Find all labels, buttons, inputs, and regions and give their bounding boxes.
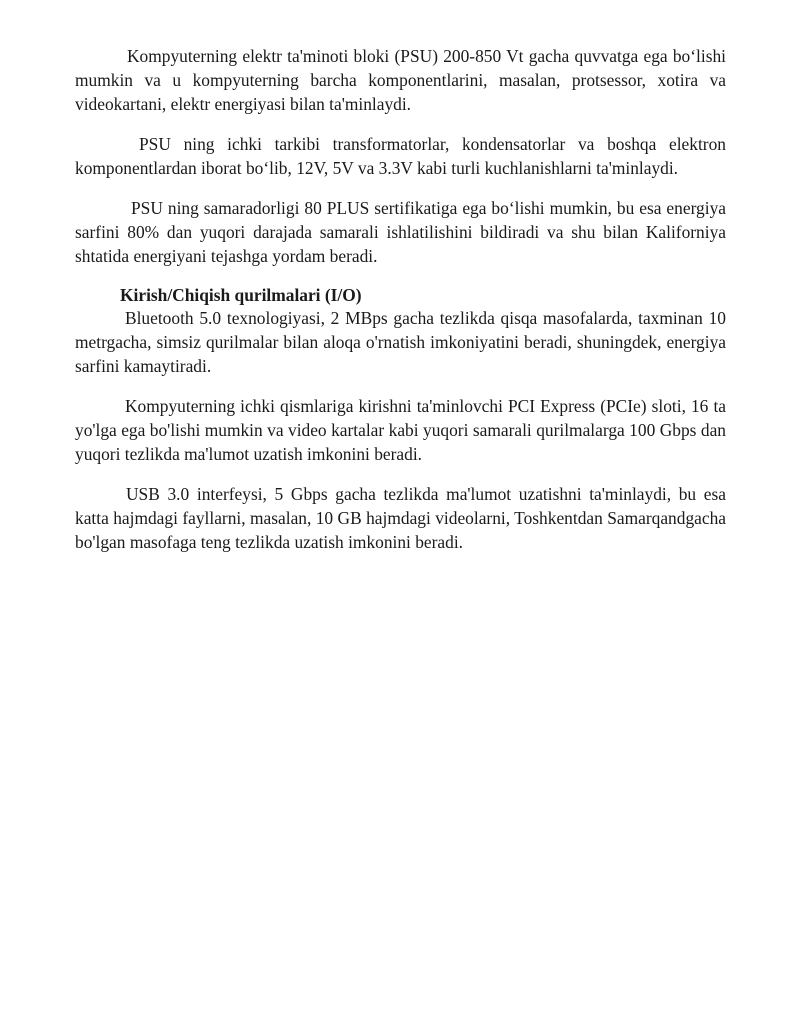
paragraph-psu-efficiency: PSU ning samaradorligi 80 PLUS sertifikatiga ega bo‘lishi mumkin, bu esa energiya sarfini 80% dan yuqori darajada samarali ishlatilishini bildiradi va shu bilan Kaliforniya shtatida energiyani tejashga yordam beradi. bbox=[75, 198, 726, 266]
paragraph-usb: USB 3.0 interfeysi, 5 Gbps gacha tezlikda ma'lumot uzatishni ta'minlaydi, bu esa katta hajmdagi fayllarni, masalan, 10 GB hajmdagi videolarni, Toshkentdan Samarqandgacha bo'lgan masofaga teng tezlikda uzatish imkonini beradi. bbox=[75, 484, 726, 552]
paragraph-psu-power: Kompyuterning elektr ta'minoti bloki (PSU) 200-850 Vt gacha quvvatga ega bo‘lishi mumkin va u kompyuterning barcha komponentlarini, masalan, protsessor, xotira va videokartani, elektr energiyasi bilan ta'minlaydi. bbox=[75, 46, 726, 114]
paragraph-psu-internals: PSU ning ichki tarkibi transformatorlar, kondensatorlar va boshqa elektron komponentlardan iborat bo‘lib, 12V, 5V va 3.3V kabi turli kuchlanishlarni ta'minlaydi. bbox=[75, 134, 726, 178]
document-body bbox=[75, 44, 726, 570]
paragraph-pcie: Kompyuterning ichki qismlariga kirishni ta'minlovchi PCI Express (PCIe) sloti, 16 ta yo'lga ega bo'lishi mumkin va video kartalar kabi yuqori samarali qurilmalarga 100 Gbps dan yuqori tezlikda ma'lumot uzatish imkonini beradi. bbox=[75, 396, 726, 464]
paragraph-bluetooth: Bluetooth 5.0 texnologiyasi, 2 MBps gacha tezlikda qisqa masofalarda, taxminan 10 metrgacha, simsiz qurilmalar bilan aloqa o'rnatish imkoniyatini beradi, shuningdek, energiya sarfini kamaytiradi. bbox=[75, 308, 726, 376]
section-heading-io: Kirish/Chiqish qurilmalari (I/O) bbox=[120, 285, 362, 305]
